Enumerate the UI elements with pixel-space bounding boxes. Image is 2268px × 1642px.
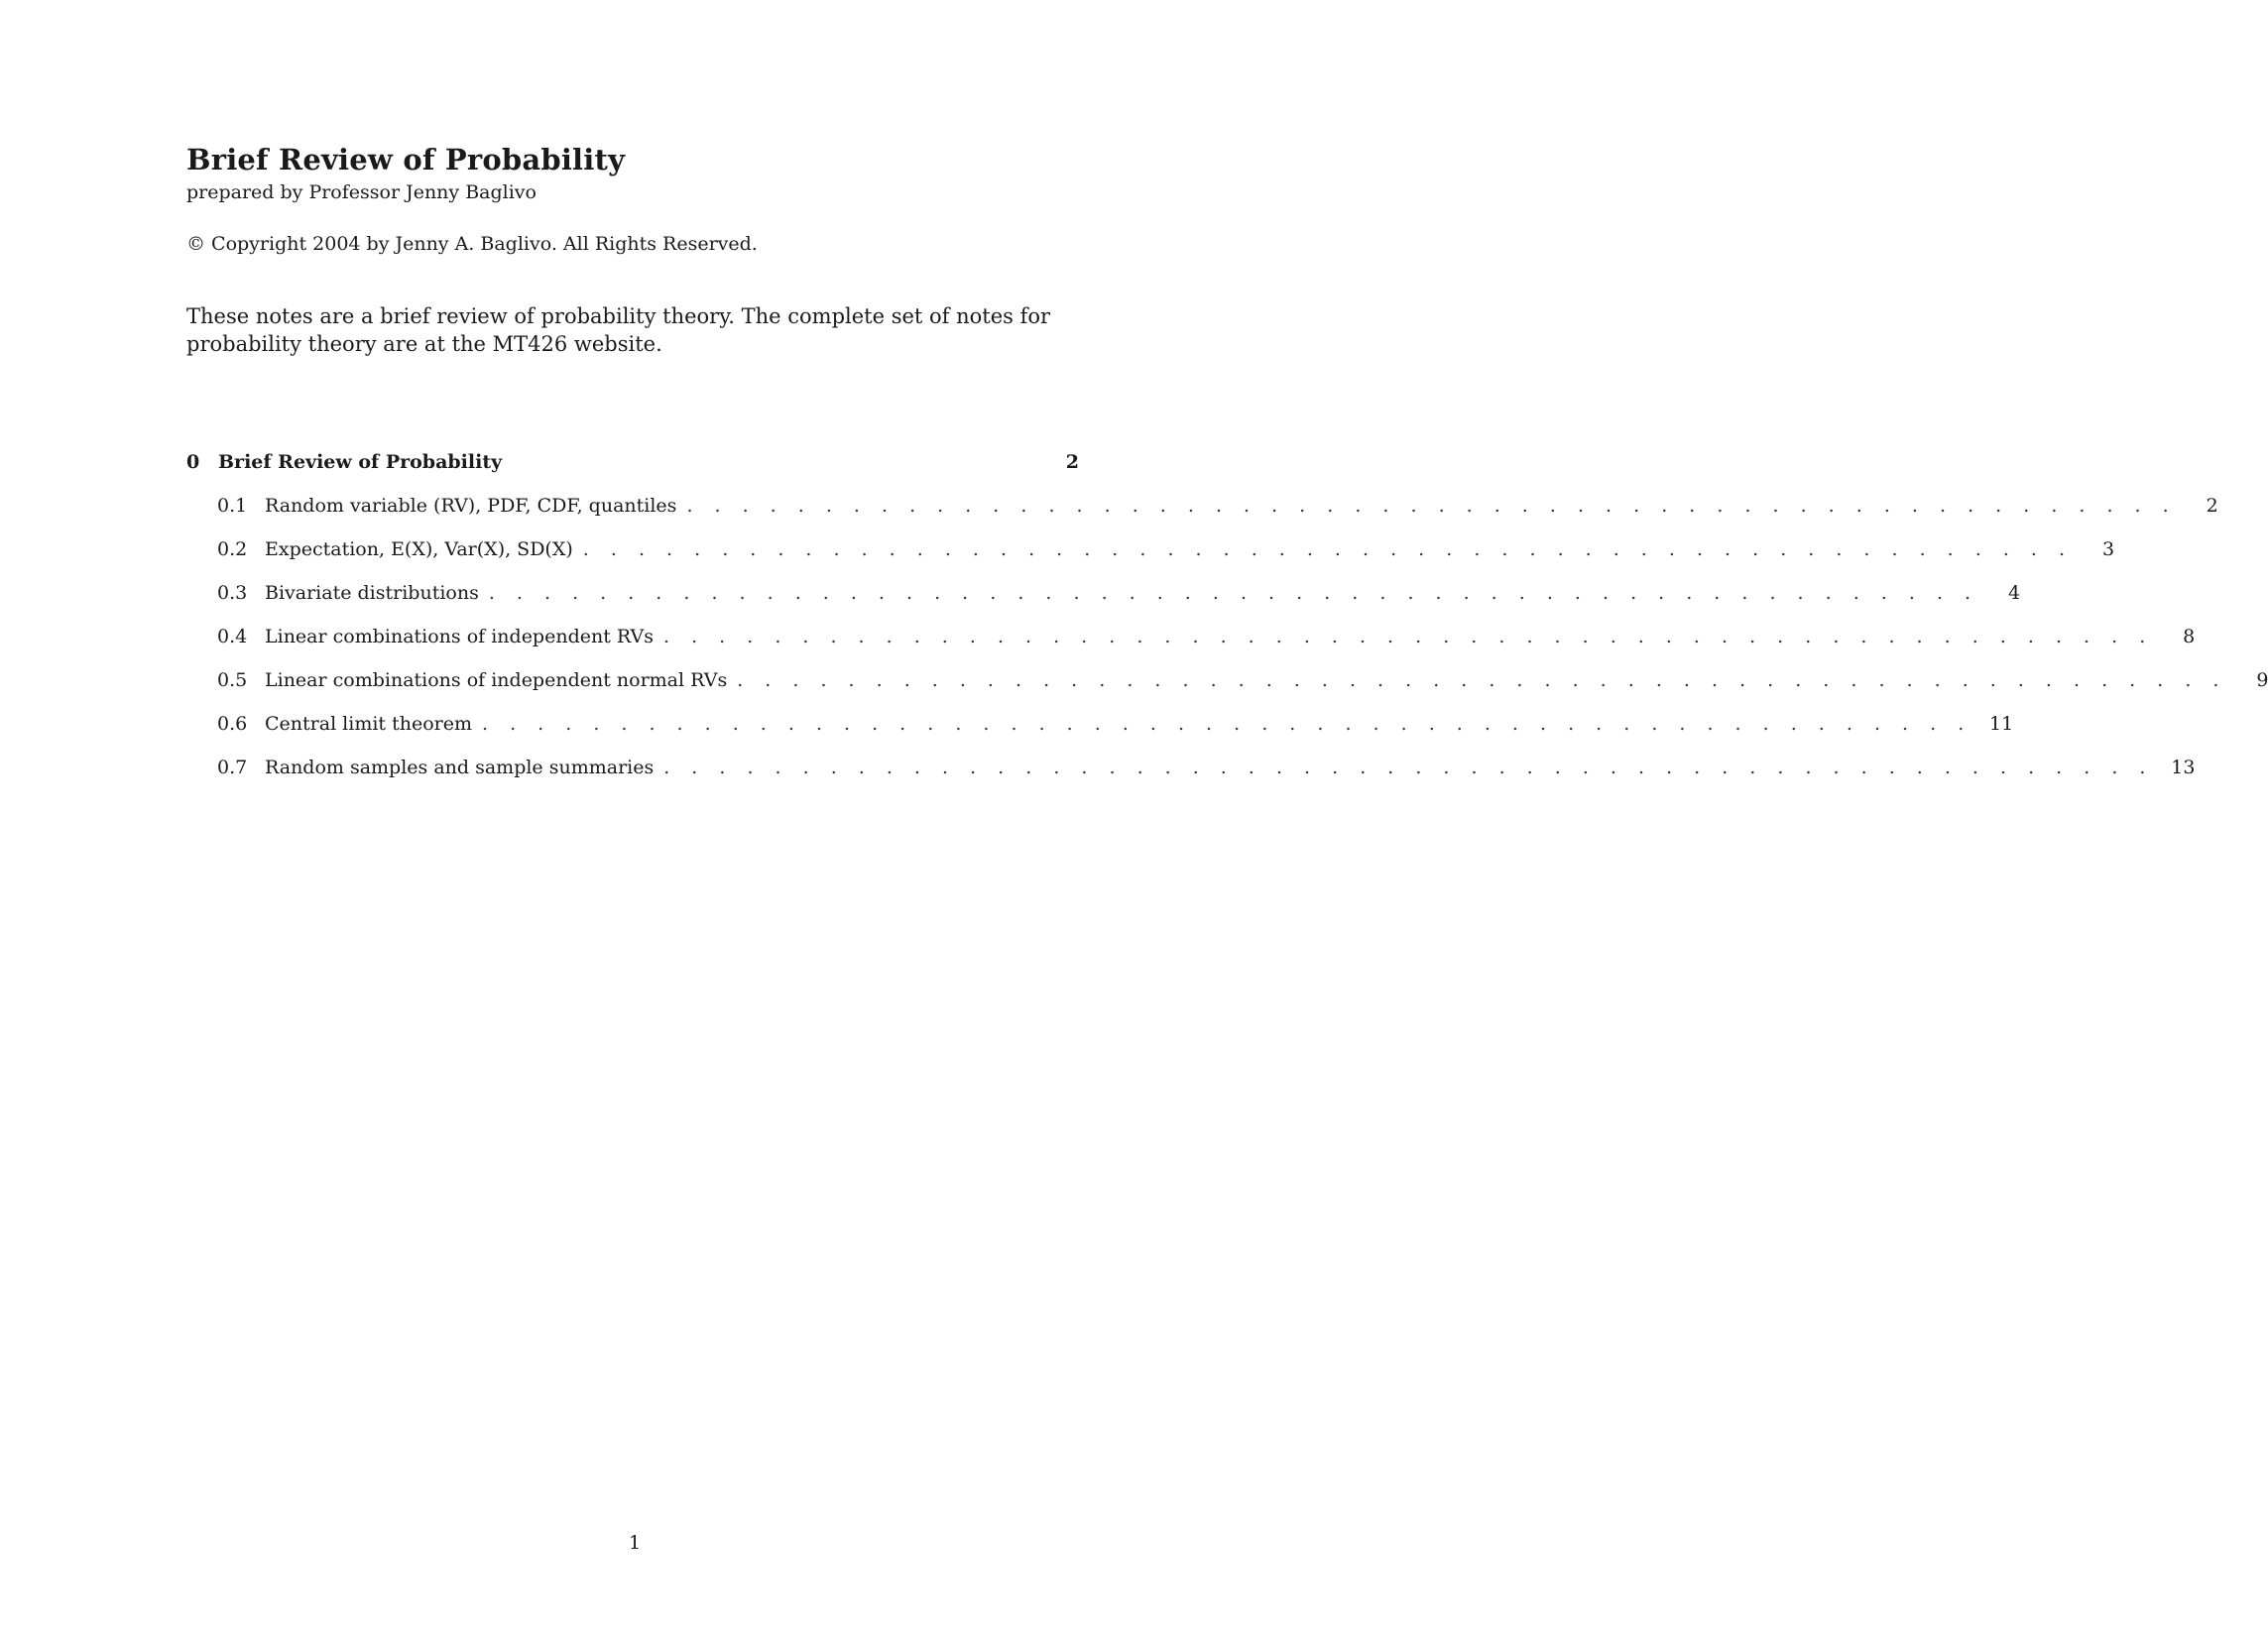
toc-entry[interactable]	[186, 582, 2021, 608]
toc-entry-number: 0.4	[217, 626, 248, 647]
toc-entry[interactable]	[186, 626, 2196, 651]
toc-chapter-number: 0	[186, 451, 200, 473]
page-number: 1	[628, 1532, 642, 1554]
copyright-notice: © Copyright 2004 by Jenny A. Baglivo. All Rights Reserved.	[186, 233, 758, 255]
toc-dot-leader: . . . . . . . . . . . . . . . . . . . . . . . . . . . . . . . . . . . . . . . . . . . . . . . . . . . . . .	[686, 495, 2177, 517]
toc-dot-leader: . . . . . . . . . . . . . . . . . . . . . . . . . . . . . . . . . . . . . . . . . . . . . . . . . . . . . .	[582, 538, 2074, 560]
toc-entry-number: 0.1	[217, 495, 248, 517]
toc-chapter-title: Brief Review of Probability	[218, 451, 503, 473]
toc-dot-leader: . . . . . . . . . . . . . . . . . . . . . . . . . . . . . . . . . . . . . . . . . . . . . . . . . . . . . .	[663, 757, 2154, 778]
toc-entry-page: 4	[2007, 582, 2021, 604]
toc-entry-page: 9	[2256, 669, 2268, 691]
toc-entry[interactable]	[186, 757, 2196, 782]
toc-entry-page: 13	[2171, 757, 2196, 778]
toc-entry-page: 2	[2206, 495, 2218, 517]
toc-entry-title: Central limit theorem	[265, 713, 472, 735]
toc-chapter[interactable]	[186, 451, 1079, 477]
intro-paragraph: These notes are a brief review of probability theory. The complete set of notes for probability theory are at the MT426 website.	[186, 304, 1051, 356]
toc-dot-leader: . . . . . . . . . . . . . . . . . . . . . . . . . . . . . . . . . . . . . . . . . . . . . . . . . . . . . .	[663, 626, 2154, 647]
toc-entry-title: Bivariate distributions	[265, 582, 479, 604]
toc-entry-title: Linear combinations of independent RVs	[265, 626, 654, 647]
toc-entry[interactable]	[186, 538, 2115, 564]
toc-entry-number: 0.5	[217, 669, 248, 691]
toc-dot-leader: . . . . . . . . . . . . . . . . . . . . . . . . . . . . . . . . . . . . . . . . . . . . . . . . . . . . . .	[488, 582, 1979, 604]
toc-entry-title: Expectation, E(X), Var(X), SD(X)	[265, 538, 573, 560]
toc-entry-number: 0.3	[217, 582, 248, 604]
toc-entry-number: 0.6	[217, 713, 248, 735]
toc-chapter-page: 2	[1065, 451, 1079, 473]
toc-entry-page: 11	[1989, 713, 2014, 735]
toc-dot-leader: . . . . . . . . . . . . . . . . . . . . . . . . . . . . . . . . . . . . . . . . . . . . . . . . . . . . . .	[482, 713, 1972, 735]
toc-entry[interactable]	[186, 669, 2268, 695]
toc-entry-page: 3	[2101, 538, 2115, 560]
toc-entry-page: 8	[2183, 626, 2196, 647]
toc-entry[interactable]	[186, 713, 2014, 739]
document-title: Brief Review of Probability	[186, 143, 626, 176]
toc-entry-number: 0.2	[217, 538, 248, 560]
toc-dot-leader: . . . . . . . . . . . . . . . . . . . . . . . . . . . . . . . . . . . . . . . . . . . . . . . . . . . . . .	[737, 669, 2227, 691]
toc-entry-number: 0.7	[217, 757, 248, 778]
toc-entry-title: Random variable (RV), PDF, CDF, quantiles	[265, 495, 677, 517]
document-author: prepared by Professor Jenny Baglivo	[186, 181, 537, 203]
toc-entry-title: Random samples and sample summaries	[265, 757, 655, 778]
toc-entry-title: Linear combinations of independent normal RVs	[265, 669, 728, 691]
toc-entry[interactable]	[186, 495, 2218, 521]
